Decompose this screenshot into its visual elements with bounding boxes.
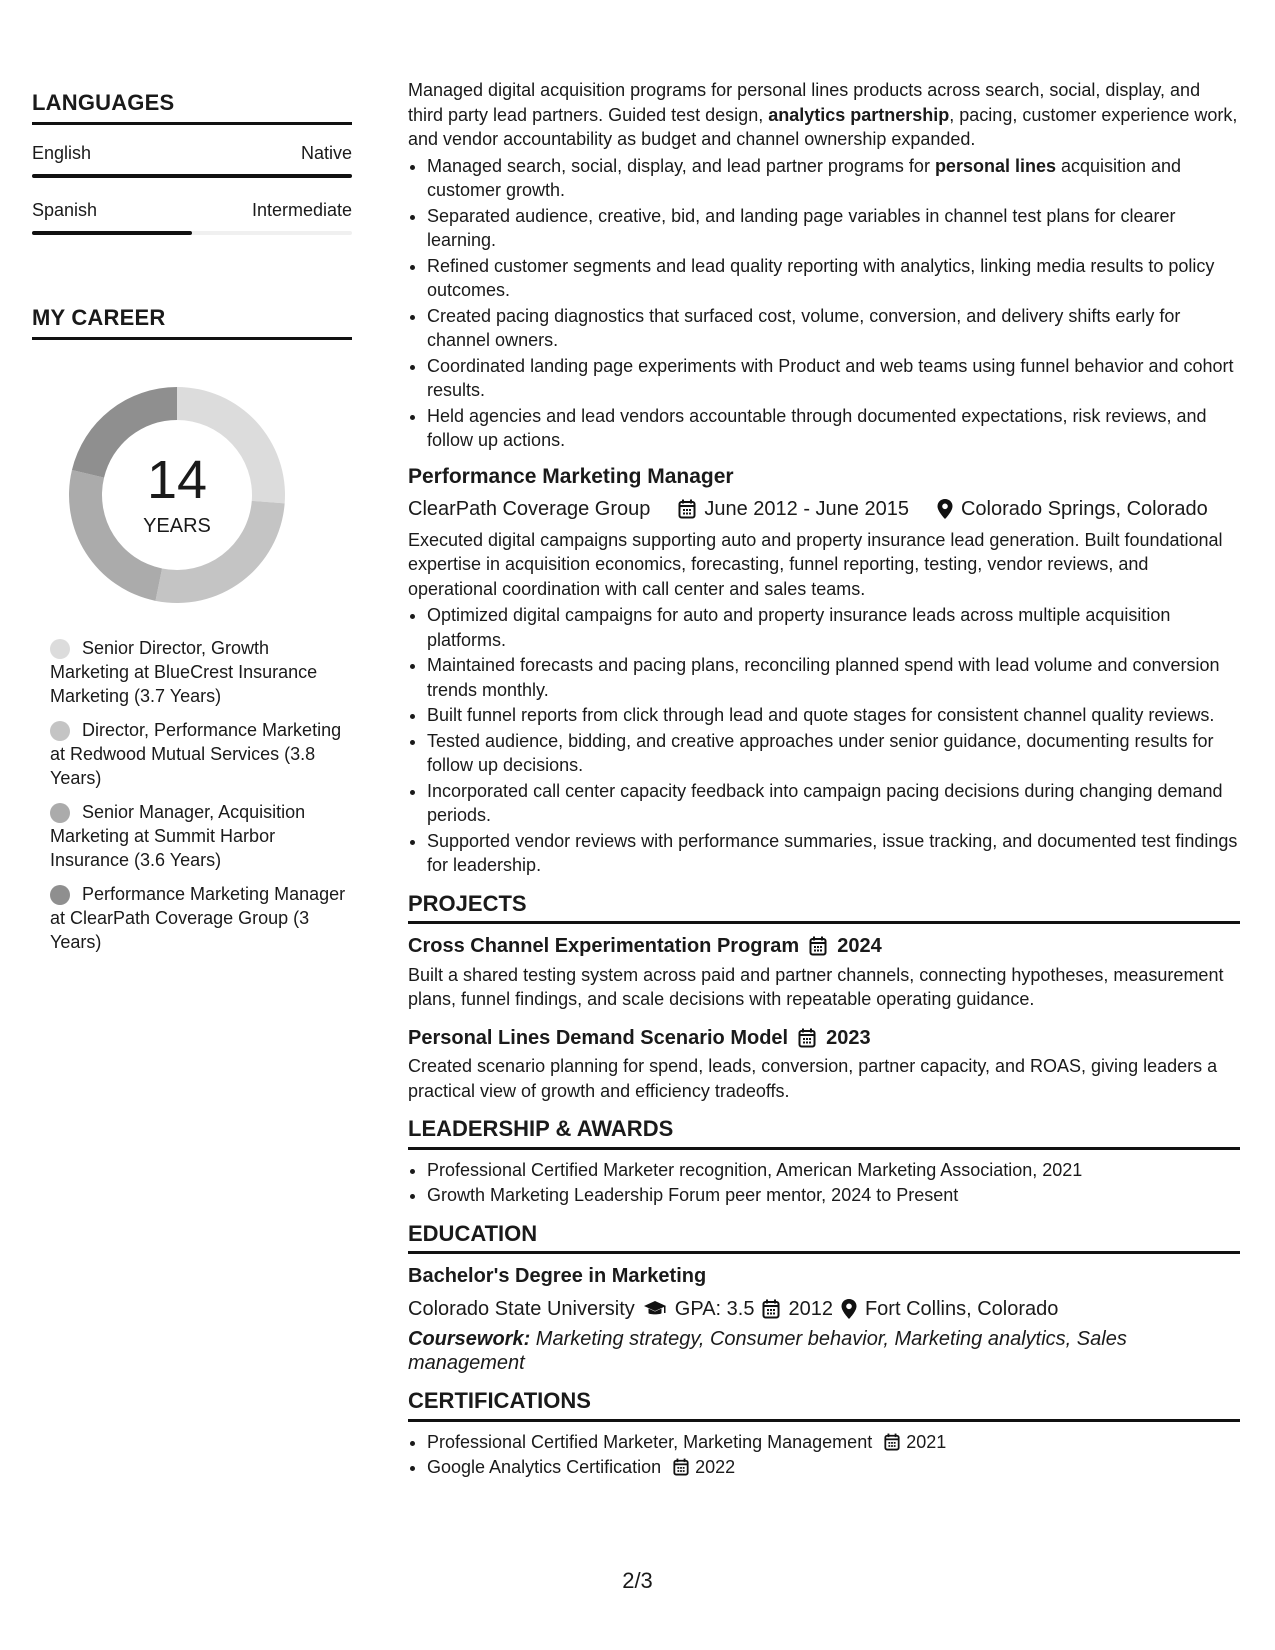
bullet-item: • Created pacing diagnostics that surfaced cost, volume, conversion, and delivery shifts early for channel owners.: [427, 304, 1240, 353]
career-total-years: 14: [146, 449, 208, 510]
language-proficiency-fill: [32, 174, 352, 178]
coursework-label: Coursework:: [408, 1328, 531, 1350]
bullet-item: • Coordinated landing page experiments with Product and web teams using funnel behavior and cohort results.: [427, 354, 1240, 403]
career-donut-chart: [62, 380, 292, 610]
certifications-list: [408, 1430, 1240, 1480]
graduation-year: 2012: [788, 1297, 833, 1320]
project-description: Created scenario planning for spend, leads, conversion, partner capacity, and ROAS, giving leaders a practical view of growth and efficiency tradeoffs.: [408, 1056, 1218, 1101]
certification-item: [427, 1455, 1240, 1480]
bullet-item: • Separated audience, creative, bid, and landing page variables in channel test plans for clearer learning.: [427, 204, 1240, 253]
certifications-heading: CERTIFICATIONS: [408, 1389, 1240, 1422]
right-column: [408, 78, 1240, 1481]
prev-job-bullets: [408, 154, 1240, 453]
legend-dot: [50, 721, 70, 741]
summary-text: Managed digital acquisition programs for personal lines products across search, social, display, and third party lead partners. Guided test design,: [408, 80, 1201, 125]
legend-dot: [50, 639, 70, 659]
legend-dot: [50, 803, 70, 823]
career-legend-item: [50, 882, 352, 954]
career-section: [32, 305, 352, 954]
coursework-text: Marketing strategy, Consumer behavior, Marketing analytics, Sales management: [408, 1328, 1127, 1374]
awards-list: [408, 1158, 1240, 1208]
job-summary: Executed digital campaigns supporting auto and property insurance lead generation. Built foundational expertise in acquisition economics, forecasting, funnel reporting, testing, vendor reviews, and operational coordination with call center and sales teams.: [408, 529, 1223, 599]
bullet-item: • Supported vendor reviews with performance summaries, issue tracking, and documented test findings for leadership.: [427, 829, 1240, 878]
degree-title: Bachelor's Degree in Marketing: [408, 1265, 707, 1287]
career-role-label: Director, Performance Marketing at Redwood Mutual Services (3.8 Years): [50, 720, 342, 788]
career-heading: MY CAREER: [32, 305, 352, 340]
certification-year: 2021: [906, 1431, 947, 1452]
bullet-text: acquisition and customer growth.: [427, 155, 1182, 200]
company-name: ClearPath Coverage Group: [408, 498, 651, 520]
language-proficiency-bar: [32, 231, 352, 235]
bullet-item: • Held agencies and lead vendors accountable through documented expectations, risk reviews, and follow up actions.: [427, 404, 1240, 453]
career-legend: [32, 636, 352, 954]
education-meta: [408, 1297, 1240, 1322]
coursework: [408, 1327, 1240, 1375]
certification-year: 2022: [695, 1457, 736, 1477]
languages-heading: LANGUAGES: [32, 90, 352, 125]
project-title-row: [408, 1026, 1240, 1051]
job-title: Performance Marketing Manager: [408, 464, 734, 488]
language-name: Spanish: [32, 200, 98, 220]
award-item: • Professional Certified Marketer recognition, American Marketing Association, 2021: [427, 1158, 1240, 1183]
project-name: Personal Lines Demand Scenario Model: [408, 1026, 789, 1049]
projects-heading: PROJECTS: [408, 892, 1240, 925]
calendar-icon: [798, 1028, 816, 1048]
summary-bold-text: analytics partnership: [768, 104, 950, 125]
calendar-icon: [673, 1458, 689, 1476]
calendar-icon: [884, 1433, 900, 1451]
gpa: GPA: 3.5: [674, 1297, 755, 1320]
summary-text: , pacing, customer experience work, and vendor accountability as budget and channel ownership expanded.: [408, 104, 1238, 149]
language-level: Native: [300, 143, 352, 163]
bullet-item: • Tested audience, bidding, and creative approaches under senior guidance, documenting results for follow up decisions.: [427, 729, 1240, 778]
left-column: [32, 90, 352, 964]
location-pin-icon: [937, 499, 953, 519]
calendar-icon: [809, 936, 827, 956]
bullet-item: • Refined customer segments and lead quality reporting with analytics, linking media results to policy outcomes.: [427, 254, 1240, 303]
career-legend-item: [50, 636, 352, 708]
location-pin-icon: [841, 1299, 857, 1319]
language-item: [32, 200, 352, 235]
job-bullets: [408, 603, 1240, 878]
awards-heading: LEADERSHIP & AWARDS: [408, 1117, 1240, 1150]
language-item: [32, 143, 352, 178]
bullet-text: Managed search, social, display, and lead partner programs for: [427, 155, 935, 176]
education-heading: EDUCATION: [408, 1222, 1240, 1255]
project-year: 2023: [826, 1026, 871, 1049]
bullet-item: [427, 154, 1240, 203]
calendar-icon: [678, 499, 696, 519]
bullet-item: • Maintained forecasts and pacing plans, reconciling planned spend with lead volume and conversion trends monthly.: [427, 653, 1240, 702]
school-location: Fort Collins, Colorado: [864, 1297, 1059, 1320]
certification-name: • Professional Certified Marketer, Marketing Management: [427, 1431, 873, 1452]
bullet-item: • Built funnel reports from click through lead and quote stages for consistent channel quality reviews.: [427, 703, 1240, 728]
project-title-row: [408, 934, 1240, 959]
job-dates: June 2012 - June 2015: [704, 498, 909, 520]
graduation-cap-icon: [643, 1300, 667, 1318]
career-legend-item: [50, 718, 352, 790]
project-name: Cross Channel Experimentation Program: [408, 935, 800, 957]
bullet-item: • Optimized digital campaigns for auto and property insurance leads across multiple acquisition platforms.: [427, 603, 1240, 652]
career-legend-item: [50, 800, 352, 872]
career-total-unit: YEARS: [143, 514, 211, 537]
language-proficiency-bar: [32, 174, 352, 178]
award-item: • Growth Marketing Leadership Forum peer mentor, 2024 to Present: [427, 1183, 1240, 1208]
project-description: Built a shared testing system across paid and partner channels, connecting hypotheses, measurement plans, funnel findings, and scale decisions with repeatable operating guidance.: [408, 964, 1224, 1009]
language-name: English: [32, 143, 92, 163]
language-level: Intermediate: [251, 200, 352, 220]
job-location: Colorado Springs, Colorado: [960, 498, 1208, 520]
certification-item: [427, 1430, 1240, 1455]
career-role-label: Performance Marketing Manager at ClearPath Coverage Group (3 Years): [50, 884, 346, 952]
prev-job-summary: [408, 78, 1240, 152]
job-meta: [408, 497, 1240, 522]
career-role-label: Senior Director, Growth Marketing at BlueCrest Insurance Marketing (3.7 Years): [50, 638, 318, 706]
legend-dot: [50, 885, 70, 905]
career-role-label: Senior Manager, Acquisition Marketing at Summit Harbor Insurance (3.6 Years): [50, 802, 306, 870]
school-name: Colorado State University: [408, 1297, 635, 1320]
calendar-icon: [762, 1299, 780, 1319]
page-number: 2/3: [622, 1568, 653, 1593]
bullet-item: • Incorporated call center capacity feedback into campaign pacing decisions during changing demand periods.: [427, 779, 1240, 828]
project-year: 2024: [837, 935, 882, 957]
bullet-bold-text: personal lines: [934, 155, 1056, 176]
language-proficiency-fill: [32, 231, 192, 235]
certification-name: • Google Analytics Certification: [427, 1457, 662, 1477]
